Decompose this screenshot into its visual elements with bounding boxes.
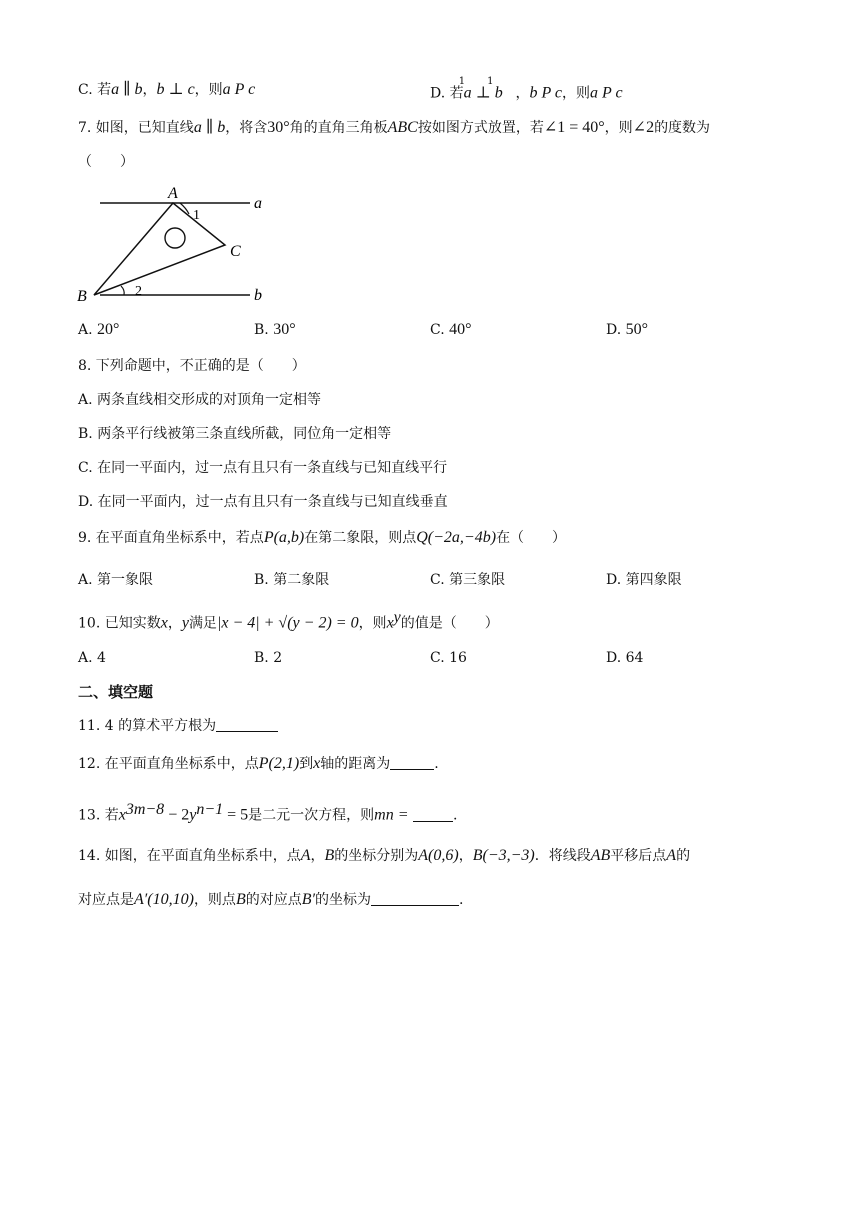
q6-option-c: C. 若a ∥ b，b ⊥ c，则a P c <box>78 81 256 98</box>
q6-mark-2: 1 <box>487 76 494 87</box>
q6-mark-1: 1 <box>458 76 466 87</box>
q9-option-d: D. 第四象限 <box>606 572 682 588</box>
q9-option-c: C. 第三象限 <box>430 572 506 588</box>
q12-stem: 12. 在平面直角坐标系中，点P(2,1)到x轴的距离为 . <box>78 755 439 772</box>
q8-option-b: B. 两条平行线被第三条直线所截，同位角一定相等 <box>78 426 392 442</box>
q8-option-a: A. 两条直线相交形成的对顶角一定相等 <box>78 392 322 408</box>
q14-answer-blank[interactable] <box>371 891 459 906</box>
q8-option-d: D. 在同一平面内，过一点有且只有一条直线与已知直线垂直 <box>78 494 448 510</box>
q10-option-d: D. 64 <box>606 650 644 666</box>
triangle-abc <box>94 203 225 295</box>
q6-option-d: D. 若a ⊥ $b^1$ $^1$，b P c，则a P c <box>430 76 623 102</box>
q10-option-c: C. 16 <box>430 650 467 666</box>
q10-stem: 10. 已知实数x，y满足|x − 4| + √(y − 2) = 0，则$x^y$的值是（ ） <box>78 609 499 632</box>
q7-option-a: A. 20° <box>78 321 120 338</box>
q7-figure <box>74 180 274 308</box>
label-angle-1: 1 <box>193 208 200 223</box>
q12-answer-blank[interactable] <box>390 755 434 770</box>
q8-option-c: C. 在同一平面内，过一点有且只有一条直线与已知直线平行 <box>78 460 448 476</box>
q7-paren: （ ） <box>78 154 134 170</box>
label-b-vertex: B <box>77 288 87 305</box>
q11-answer-blank[interactable] <box>216 717 278 732</box>
q8-stem: 8. 下列命题中，不正确的是（ ） <box>78 358 306 374</box>
q10-option-b: B. 2 <box>254 650 283 666</box>
q14-line-2: 对应点是A′(10,10)，则点B的对应点B′的坐标为 . <box>78 891 464 908</box>
section-title-fill-in: 二、填空题 <box>78 683 154 701</box>
q7-stem: 7. 如图，已知直线a ∥ b，将含30°角的直角三角板ABC按如图方式放置，若∠1 = 40°，则∠2的度数为 <box>78 119 711 136</box>
q13-answer-blank[interactable] <box>413 807 453 822</box>
label-line-b: b <box>254 287 262 304</box>
q9-option-a: A. 第一象限 <box>78 572 154 588</box>
label-a-vertex: A <box>168 185 178 202</box>
q7-option-c: C. 40° <box>430 321 472 338</box>
q9-stem: 9. 在平面直角坐标系中，若点P(a,b)在第二象限，则点Q(−2a,−4b)在（ ） <box>78 529 567 546</box>
q9-option-b: B. 第二象限 <box>254 572 330 588</box>
q7-option-b: B. 30° <box>254 321 296 338</box>
label-line-a: a <box>254 195 262 212</box>
label-c-vertex: C <box>230 243 241 260</box>
angle-2-arc <box>121 286 124 295</box>
q7-option-d: D. 50° <box>606 321 649 338</box>
q13-stem: 13. 若$x^{3m-8} - 2y^{n-1} = 5$是二元一次方程，则mn = . <box>78 801 458 824</box>
q14-line-1: 14. 如图，在平面直角坐标系中，点A，B的坐标分别为A(0,6)，B(−3,−3)．将线段AB平移后点A的 <box>78 847 691 864</box>
triangle-hole <box>165 228 185 248</box>
label-angle-2: 2 <box>135 284 142 299</box>
q10-option-a: A. 4 <box>78 650 106 666</box>
q11-stem: 11. 4 的算术平方根为 <box>78 716 278 736</box>
